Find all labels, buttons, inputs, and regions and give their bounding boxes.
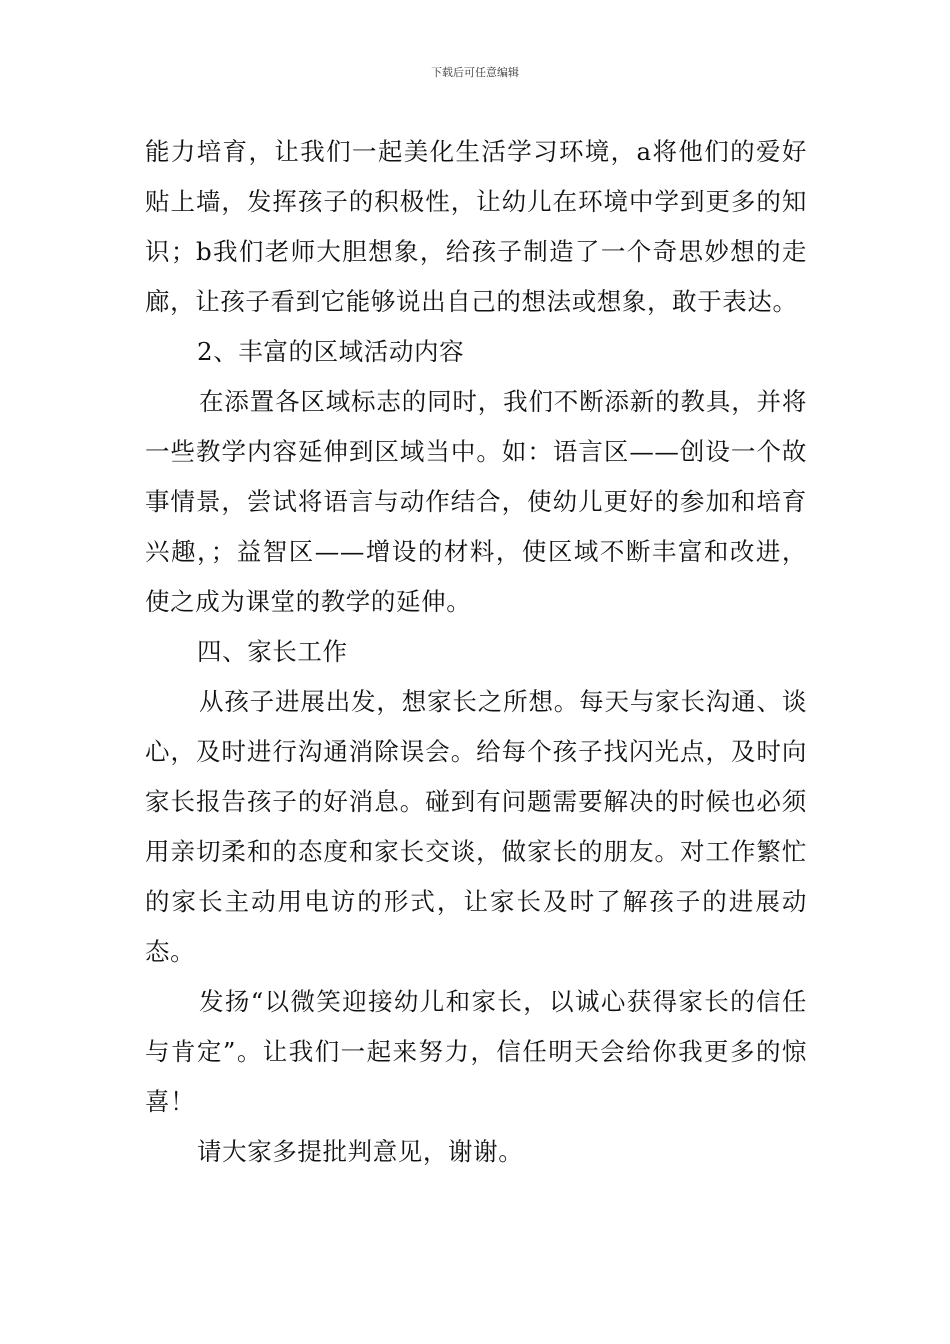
- paragraph-environment: 能力培育，让我们一起美化生活学习环境，a将他们的爱好贴上墙，发挥孩子的积极性，让幼儿在环境中学到更多的知识；b我们老师大胆想象，给孩子制造了一个奇思妙想的走廊，让孩子看到它能够说出自己的想法或想象，敢于表达。: [145, 137, 807, 316]
- paragraph-closing: 请大家多提批判意见，谢谢。: [197, 1137, 524, 1166]
- paragraph-motto: 发扬“以微笑迎接幼儿和家长，以诚心获得家长的信任与肯定”。让我们一起来努力，信任明天会给你我更多的惊喜！: [145, 987, 807, 1116]
- section-heading-area-activities: 2、丰富的区域活动内容: [197, 337, 465, 366]
- section-heading-parent-work: 四、家长工作: [197, 637, 348, 666]
- paragraph-parent-work: 从孩子进展出发，想家长之所想。每天与家长沟通、谈心，及时进行沟通消除误会。给每个孩子找闪光点，及时向家长报告孩子的好消息。碰到有问题需要解决的时候也必须用亲切柔和的态度和家长交谈，做家长的朋友。对工作繁忙的家长主动用电访的形式，让家长及时了解孩子的进展动态。: [145, 687, 807, 966]
- page-header: 下载后可任意编辑: [431, 66, 519, 79]
- document-body: [145, 127, 807, 1177]
- paragraph-area-activities: 在添置各区域标志的同时，我们不断添新的教具，并将一些教学内容延伸到区域当中。如：语言区——创设一个故事情景，尝试将语言与动作结合，使幼儿更好的参加和培育兴趣，；益智区——增设的材料，使区域不断丰富和改进，使之成为课堂的教学的延伸。: [145, 387, 807, 616]
